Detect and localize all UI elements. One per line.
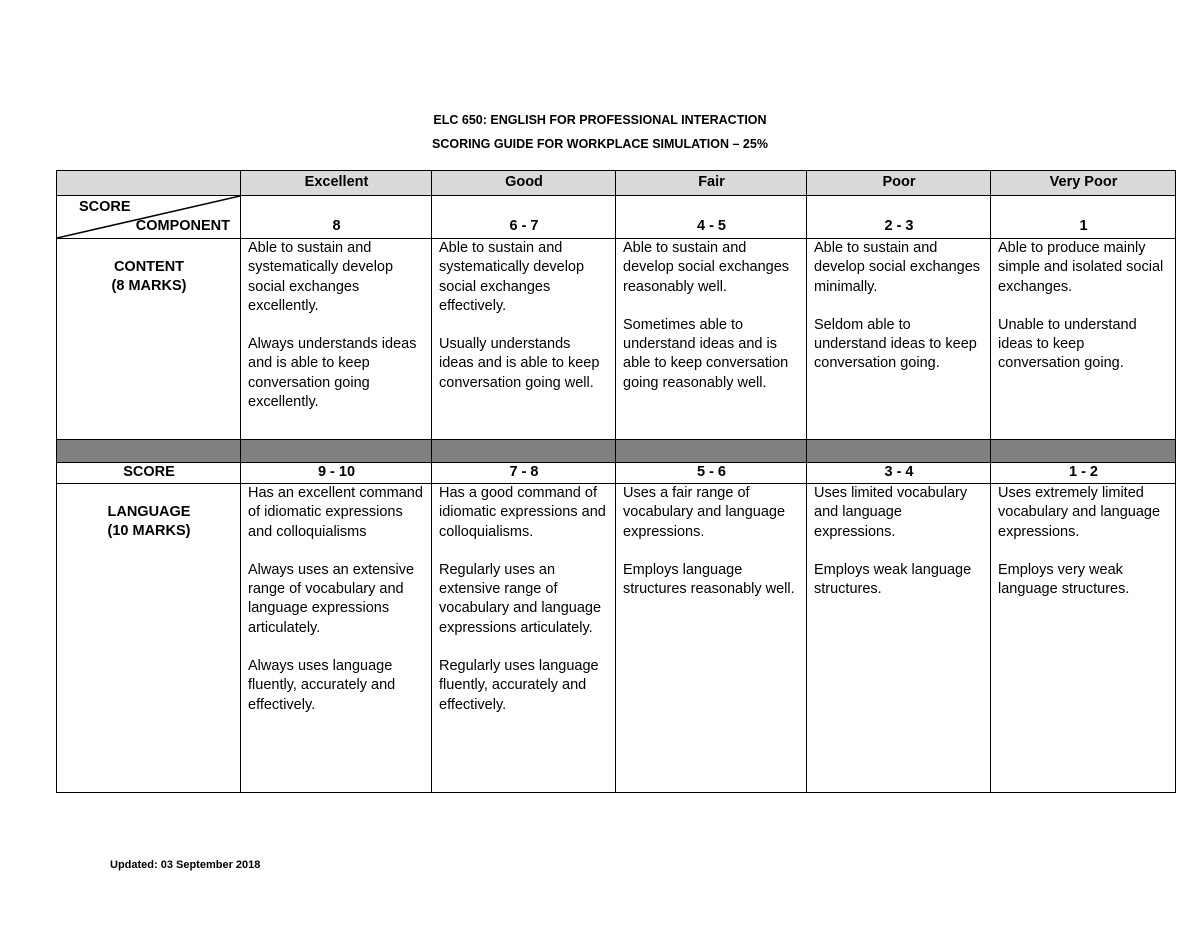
content-score-poor: 2 - 3 (807, 196, 991, 239)
header-excellent: Excellent (241, 171, 432, 196)
cell-text: Able to sustain and develop social exchanges reasonably well. (623, 240, 790, 295)
separator-cell (616, 440, 807, 463)
cell-text: Sometimes able to understand ideas and is able to keep conversation going reasonably well. (623, 316, 789, 391)
language-score-fair: 5 - 6 (616, 463, 807, 484)
header-blank (57, 171, 241, 196)
header-fair: Fair (616, 171, 807, 196)
language-label-cell (57, 484, 241, 793)
separator-cell (241, 440, 432, 463)
language-cell-very-poor (991, 484, 1176, 793)
cell-text: Always uses language fluently, accurately and effectively. (248, 658, 396, 713)
separator-cell (57, 440, 241, 463)
content-score-fair: 4 - 5 (616, 196, 807, 239)
cell-text: Employs weak language structures. (814, 561, 972, 598)
content-marks: (8 MARKS) (111, 278, 187, 295)
separator-cell (807, 440, 991, 463)
content-cell-excellent (241, 239, 432, 440)
content-cell-very-poor (991, 239, 1176, 440)
cell-text: Employs language structures reasonably well. (623, 561, 795, 598)
language-cell-poor (807, 484, 991, 793)
language-score-row (57, 463, 1176, 484)
cell-text: Employs very weak language structures. (998, 561, 1130, 598)
cell-text: Usually understands ideas and is able to keep conversation going well. (439, 336, 600, 391)
content-label-cell (57, 239, 241, 440)
corner-cell (57, 196, 241, 239)
language-cell-fair (616, 484, 807, 793)
language-score-excellent: 9 - 10 (241, 463, 432, 484)
title-line-2: SCORING GUIDE FOR WORKPLACE SIMULATION – 25% (432, 137, 768, 151)
cell-text: Always uses an extensive range of vocabulary and language expressions articulately. (248, 561, 415, 636)
scoring-rubric-table (56, 170, 1176, 793)
header-very-poor: Very Poor (991, 171, 1176, 196)
cell-text: Has an excellent command of idiomatic expressions and colloquialisms (248, 485, 423, 540)
language-cell-good (432, 484, 616, 793)
cell-text: Regularly uses an extensive range of vocabulary and language expressions articulately. (439, 561, 602, 636)
cell-text: Uses a fair range of vocabulary and language expressions. (623, 485, 786, 540)
language-label: LANGUAGE (107, 504, 191, 520)
cell-text: Unable to understand ideas to keep conversation going. (998, 316, 1137, 372)
header-poor: Poor (807, 171, 991, 196)
cell-text: Able to sustain and develop social exchanges minimally. (814, 240, 981, 295)
title-line-1: ELC 650: ENGLISH FOR PROFESSIONAL INTERACTION (433, 113, 767, 127)
content-score-row (57, 196, 1176, 239)
separator-row (57, 440, 1176, 463)
language-marks: (10 MARKS) (107, 523, 191, 540)
cell-text: Regularly uses language fluently, accurately and effectively. (439, 658, 599, 713)
document-title (0, 108, 1200, 156)
content-score-excellent: 8 (241, 196, 432, 239)
language-score-label: SCORE (57, 463, 241, 484)
corner-component-label: COMPONENT (135, 217, 230, 234)
header-row (57, 171, 1176, 196)
cell-text: Uses extremely limited vocabulary and language expressions. (998, 485, 1161, 540)
language-cell-excellent (241, 484, 432, 793)
content-cell-fair (616, 239, 807, 440)
language-score-very-poor: 1 - 2 (991, 463, 1176, 484)
cell-text: Able to produce mainly simple and isolated social exchanges. (998, 240, 1164, 295)
updated-date-footer: Updated: 03 September 2018 (110, 859, 261, 871)
content-cell-poor (807, 239, 991, 440)
cell-text: Always understands ideas and is able to keep conversation going excellently. (248, 336, 417, 411)
content-cell-good (432, 239, 616, 440)
cell-text: Uses limited vocabulary and language expressions. (814, 485, 968, 540)
header-good: Good (432, 171, 616, 196)
cell-text: Has a good command of idiomatic expressions and colloquialisms. (439, 485, 606, 540)
corner-score-label: SCORE (79, 199, 131, 215)
language-score-poor: 3 - 4 (807, 463, 991, 484)
language-row (57, 484, 1176, 793)
content-label: CONTENT (113, 259, 185, 275)
content-score-good: 6 - 7 (432, 196, 616, 239)
language-score-good: 7 - 8 (432, 463, 616, 484)
cell-text: Seldom able to understand ideas to keep conversation going. (814, 316, 977, 372)
content-score-very-poor: 1 (991, 196, 1176, 239)
cell-text: Able to sustain and systematically develop social exchanges effectively. (439, 240, 585, 314)
separator-cell (432, 440, 616, 463)
content-row (57, 239, 1176, 440)
cell-text: Able to sustain and systematically develop social exchanges excellently. (248, 240, 394, 314)
separator-cell (991, 440, 1176, 463)
